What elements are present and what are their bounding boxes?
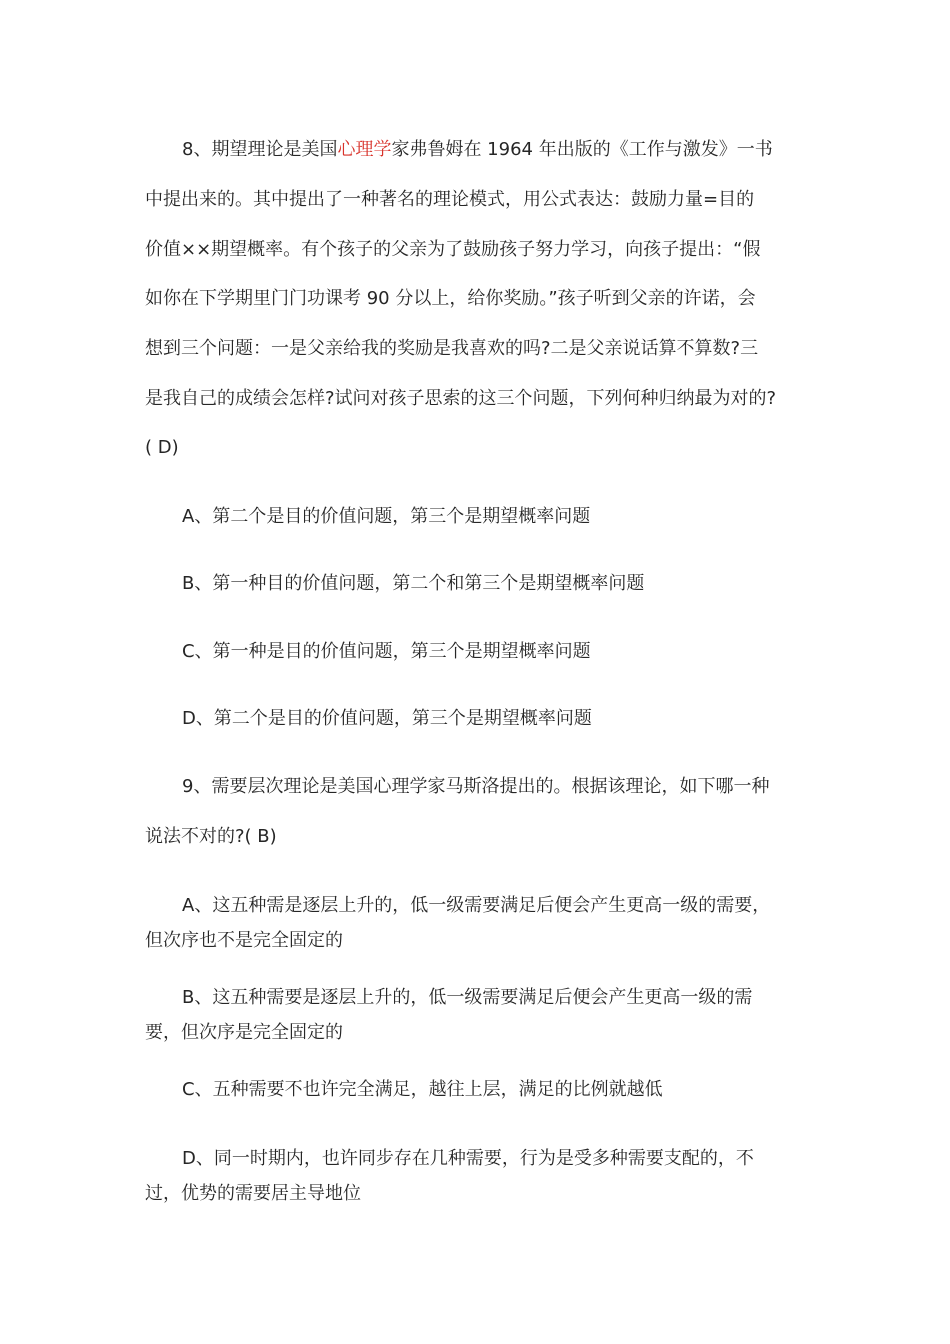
q8-option-c: C、第一种是目的价值问题，第三个是期望概率问题: [182, 641, 591, 662]
q9-option-d-line-2: 过，优势的需要居主导地位: [145, 1183, 361, 1204]
q9-option-c: C、五种需要不也许完全满足，越往上层，满足的比例就越低: [182, 1079, 663, 1100]
q9-line-1: 9、需要层次理论是美国心理学家马斯洛提出的。根据该理论，如下哪一种: [182, 776, 770, 797]
q8-line-3: 价值××期望概率。有个孩子的父亲为了鼓励孩子努力学习，向孩子提出：“假: [145, 239, 761, 260]
highlighted-term: 心理学: [337, 139, 392, 160]
q8-line-4: 如你在下学期里门门功课考 90 分以上，给你奖励。”孩子听到父亲的许诺，会: [145, 288, 756, 309]
q8-option-a: A、第二个是目的价值问题，第三个是期望概率问题: [182, 506, 591, 527]
q8-answer: ( D): [145, 437, 179, 458]
q9-line-2: 说法不对的?( B): [145, 826, 277, 847]
q8-line-2: 中提出来的。其中提出了一种著名的理论模式，用公式表达：鼓励力量=目的: [145, 189, 755, 210]
q9-option-d-line-1: D、同一时期内，也许同步存在几种需要，行为是受多种需要支配的，不: [182, 1148, 754, 1169]
q8-line-6: 是我自己的成绩会怎样?试问对孩子思索的这三个问题，下列何种归纳最为对的?: [145, 388, 777, 409]
q8-option-b: B、第一种目的价值问题，第二个和第三个是期望概率问题: [182, 573, 645, 594]
q8-line-5: 想到三个问题：一是父亲给我的奖励是我喜欢的吗?二是父亲说话算不算数?三: [145, 338, 759, 359]
q9-option-a-line-1: A、这五种需是逐层上升的，低一级需要满足后便会产生更高一级的需要，: [182, 895, 771, 916]
q9-option-a-line-2: 但次序也不是完全固定的: [145, 930, 343, 951]
q9-option-b-line-2: 要，但次序是完全固定的: [145, 1022, 343, 1043]
q8-line-1: 8、期望理论是美国心理学家弗鲁姆在 1964 年出版的《工作与激发》一书: [182, 139, 773, 160]
q9-option-b-line-1: B、这五种需要是逐层上升的，低一级需要满足后便会产生更高一级的需: [182, 987, 753, 1008]
q8-option-d: D、第二个是目的价值问题，第三个是期望概率问题: [182, 708, 592, 729]
